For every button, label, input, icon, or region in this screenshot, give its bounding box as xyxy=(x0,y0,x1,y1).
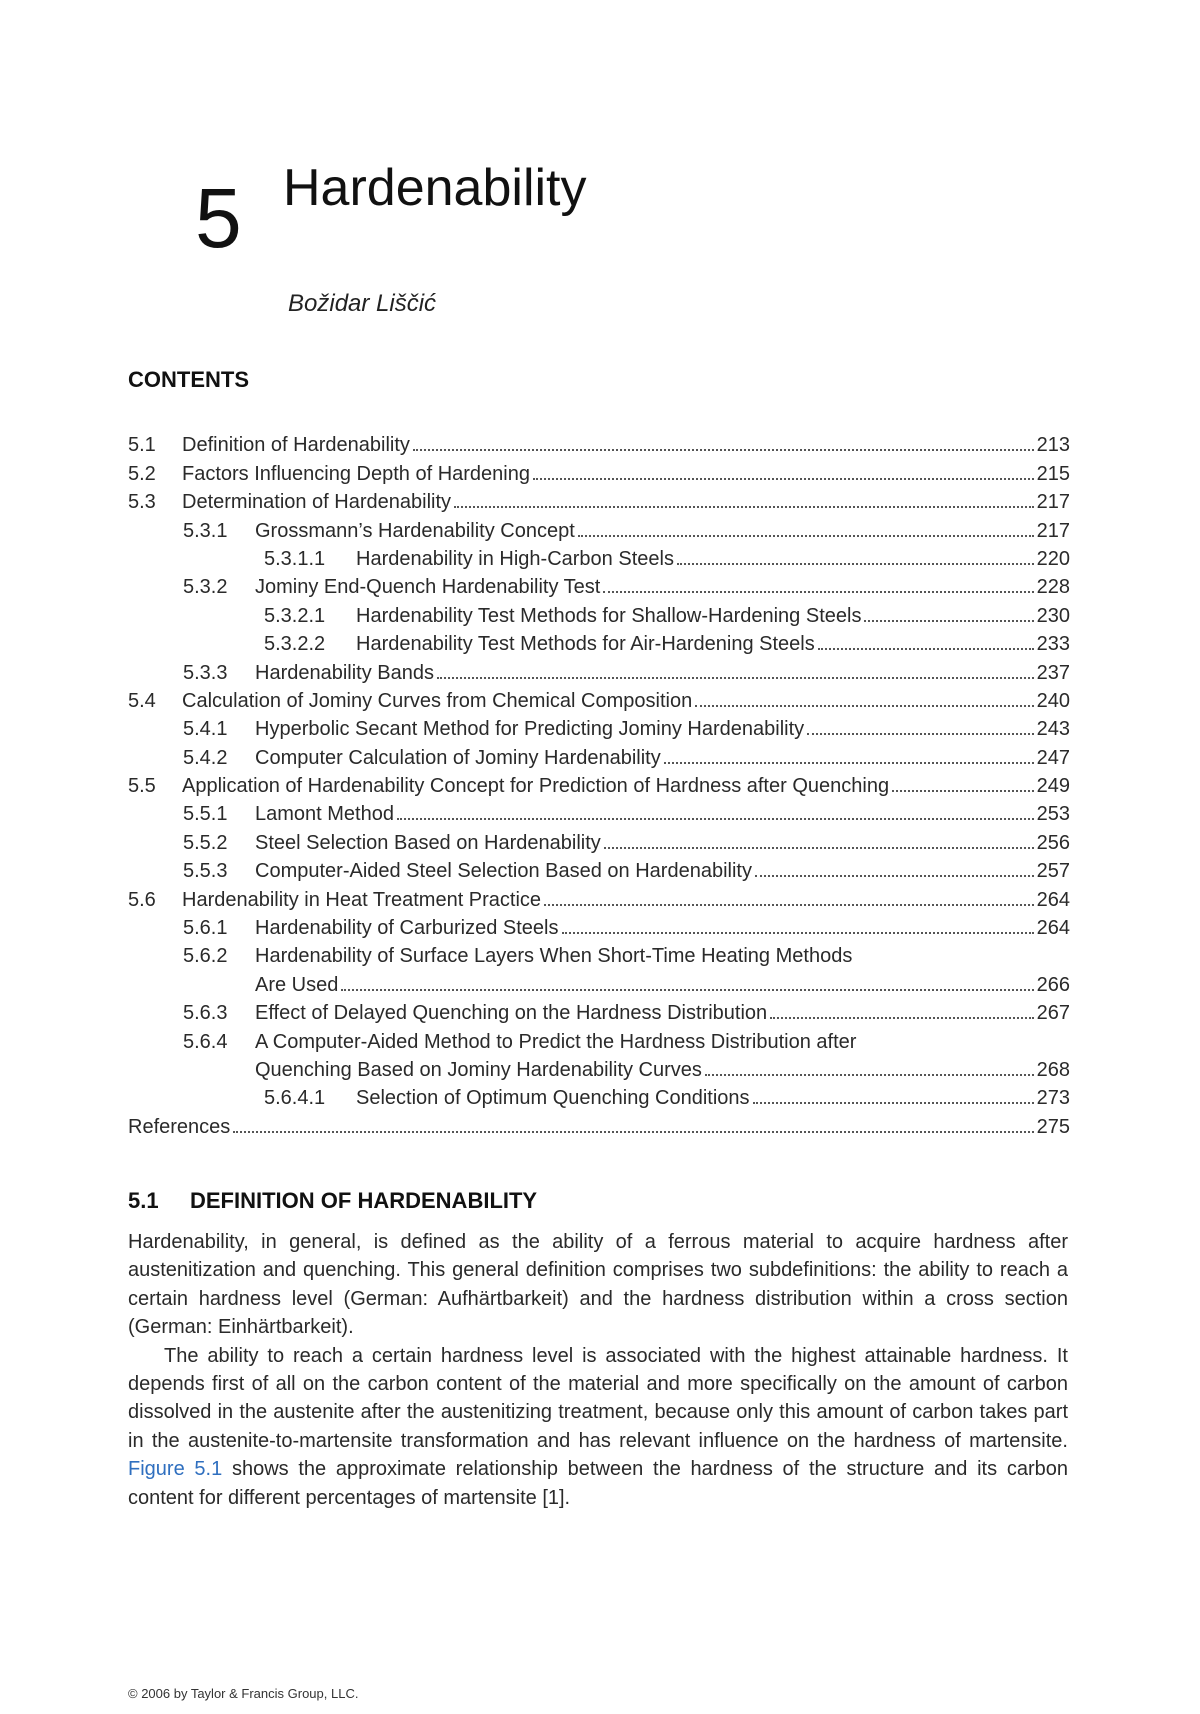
toc-leader-dots xyxy=(603,591,1033,593)
toc-leader-dots xyxy=(818,648,1034,650)
toc-entry-page: 237 xyxy=(1036,661,1070,684)
toc-entry-number: 5.6.1 xyxy=(183,917,228,940)
toc-entry-page: 273 xyxy=(1036,1087,1070,1110)
toc-leader-dots xyxy=(544,904,1034,906)
section-heading xyxy=(128,1188,537,1214)
toc-entry[interactable] xyxy=(128,599,1070,627)
toc-entry[interactable] xyxy=(128,457,1070,485)
toc-entry-page: 215 xyxy=(1036,462,1070,485)
chapter-author: Božidar Liščić xyxy=(288,290,437,317)
toc-leader-dots xyxy=(864,620,1033,622)
toc-entry-title: Grossmann’s Hardenability Concept xyxy=(255,519,575,542)
toc-entry-continuation[interactable] xyxy=(128,1054,1070,1082)
toc-leader-dots xyxy=(413,449,1034,451)
toc-entry-number: 5.5.3 xyxy=(183,860,228,883)
paragraph-text: shows the approximate relationship between the hardness of the structure and its carbon content for different percentages of martensite [1]. xyxy=(128,1458,1068,1509)
toc-entry-page: 267 xyxy=(1036,1002,1070,1025)
toc-entry-page: 220 xyxy=(1036,547,1070,570)
section-number: 5.1 xyxy=(128,1188,159,1213)
paragraph: Hardenability, in general, is defined as the ability of a ferrous material to acquire hardness after austenitization and quenching. This general definition comprises two subdefinitions: the ability to reach a certain hardness level (German: Aufhärtbarkeit) and the hardness distribution within a cross section (German: Einhärtbarkeit). xyxy=(128,1231,1068,1339)
toc-entry-continuation[interactable] xyxy=(128,968,1070,996)
toc-entry-number: 5.5.1 xyxy=(183,803,228,826)
chapter-title: Hardenability xyxy=(283,159,587,217)
toc-entry-title: Computer-Aided Steel Selection Based on Hardenability xyxy=(255,860,752,883)
toc-entry-title: Hardenability in Heat Treatment Practice xyxy=(182,888,542,911)
toc-entry[interactable] xyxy=(128,997,1070,1025)
toc-leader-dots xyxy=(705,1074,1034,1076)
toc-leader-dots xyxy=(233,1131,1033,1133)
toc-leader-dots xyxy=(397,818,1034,820)
toc-entry-number: 5.3.2.2 xyxy=(264,633,326,656)
toc-entry-number: 5.3.2.1 xyxy=(264,604,326,627)
section-title: DEFINITION OF HARDENABILITY xyxy=(190,1188,538,1213)
toc-entry[interactable] xyxy=(128,1110,1070,1138)
toc-entry[interactable] xyxy=(128,514,1070,542)
toc-entry[interactable] xyxy=(128,486,1070,514)
chapter-number: 5 xyxy=(195,171,242,265)
toc-entry-title: Determination of Hardenability xyxy=(182,491,452,514)
toc-entry-page: 264 xyxy=(1036,888,1070,911)
toc-entry-title: Computer Calculation of Jominy Hardenability xyxy=(255,746,661,769)
toc-entry[interactable] xyxy=(128,940,1070,968)
toc-entry-title: Hyperbolic Secant Method for Predicting Jominy Hardenability xyxy=(255,718,805,741)
paragraph-text: The ability to reach a certain hardness level is associated with the highest attainable hardness. It depends first of all on the carbon content of the material and more specifically on the amount of carbon dissolved in the austenite after the austenitizing treatment, because only this amount of carbon takes part in the austenite-to-martensite transformation and has relevant influence on the hardness of martensite. xyxy=(128,1344,1068,1452)
toc-entry-page: 257 xyxy=(1036,860,1070,883)
toc-leader-dots xyxy=(562,932,1034,934)
toc-leader-dots xyxy=(454,506,1034,508)
toc-entry-page: 249 xyxy=(1036,775,1070,798)
toc-entry[interactable] xyxy=(128,883,1070,911)
toc-entry[interactable] xyxy=(128,571,1070,599)
toc-entry-number: 5.6.4.1 xyxy=(264,1087,326,1110)
paragraph xyxy=(128,1342,1068,1512)
contents-heading: CONTENTS xyxy=(128,367,249,392)
toc-entry-title: Calculation of Jominy Curves from Chemical Composition xyxy=(182,689,693,712)
toc-entry-page: 253 xyxy=(1036,803,1070,826)
toc-entry[interactable] xyxy=(128,1082,1070,1110)
toc-leader-dots xyxy=(755,875,1034,877)
toc-entry-number: 5.3.1 xyxy=(183,519,228,542)
toc-entry[interactable] xyxy=(128,656,1070,684)
toc-entry-page: 228 xyxy=(1036,576,1070,599)
toc-leader-dots xyxy=(753,1102,1034,1104)
toc-entry-title: Selection of Optimum Quenching Conditions xyxy=(356,1087,750,1110)
toc-entry-number: 5.4 xyxy=(128,689,156,712)
toc-entry[interactable] xyxy=(128,543,1070,571)
toc-entry-number: 5.3.2 xyxy=(183,576,228,599)
toc-entry-title: Hardenability of Surface Layers When Short-Time Heating Methods xyxy=(255,945,853,968)
toc-entry-title: Hardenability Test Methods for Shallow-Hardening Steels xyxy=(356,604,862,627)
toc-entry-title: A Computer-Aided Method to Predict the Hardness Distribution after xyxy=(255,1030,857,1053)
toc-entry-page: 268 xyxy=(1036,1058,1070,1081)
toc-entry-title: Hardenability Test Methods for Air-Hardening Steels xyxy=(356,633,815,656)
toc-entry-number: 5.6.2 xyxy=(183,945,228,968)
toc-leader-dots xyxy=(578,535,1034,537)
toc-entry-page: 243 xyxy=(1036,718,1070,741)
toc-entry-title: Definition of Hardenability xyxy=(182,434,410,457)
toc-entry-page: 217 xyxy=(1036,491,1070,514)
toc-leader-dots xyxy=(533,478,1034,480)
toc-leader-dots xyxy=(677,563,1034,565)
toc-entry-page: 240 xyxy=(1036,689,1070,712)
toc-entry[interactable] xyxy=(128,741,1070,769)
toc-entry[interactable] xyxy=(128,429,1070,457)
toc-entry-number: 5.5 xyxy=(128,775,156,798)
toc-entry-number: 5.4.1 xyxy=(183,718,228,741)
toc-entry-number: 5.3 xyxy=(128,491,156,514)
toc-entry-page: 217 xyxy=(1036,519,1070,542)
toc-entry-number: 5.3.1.1 xyxy=(264,547,326,570)
table-of-contents xyxy=(128,429,1070,1139)
toc-entry-page: 275 xyxy=(1036,1115,1070,1138)
toc-entry-title-continued: Are Used xyxy=(255,973,339,996)
toc-leader-dots xyxy=(341,989,1033,991)
toc-entry[interactable] xyxy=(128,770,1070,798)
toc-entry-page: 233 xyxy=(1036,633,1070,656)
toc-entry-title: Steel Selection Based on Hardenability xyxy=(255,831,601,854)
toc-entry-title: Lamont Method xyxy=(255,803,394,826)
toc-entry-title: Hardenability of Carburized Steels xyxy=(255,917,559,940)
toc-entry[interactable] xyxy=(128,826,1070,854)
toc-entry-title: Hardenability in High-Carbon Steels xyxy=(356,547,674,570)
toc-entry-title-continued: Quenching Based on Jominy Hardenability Curves xyxy=(255,1058,702,1081)
toc-entry-number: 5.4.2 xyxy=(183,746,228,769)
toc-entry[interactable] xyxy=(128,685,1070,713)
toc-entry-title: References xyxy=(128,1115,231,1138)
toc-leader-dots xyxy=(437,677,1034,679)
toc-entry-page: 213 xyxy=(1036,434,1070,457)
toc-leader-dots xyxy=(892,790,1034,792)
toc-leader-dots xyxy=(664,762,1034,764)
toc-entry-number: 5.5.2 xyxy=(183,831,228,854)
toc-entry[interactable] xyxy=(128,713,1070,741)
body-text xyxy=(128,1228,1068,1512)
toc-entry[interactable] xyxy=(128,798,1070,826)
toc-entry-page: 247 xyxy=(1036,746,1070,769)
copyright-footer: © 2006 by Taylor & Francis Group, LLC. xyxy=(128,1686,359,1701)
toc-entry-number: 5.6.4 xyxy=(183,1030,228,1053)
toc-leader-dots xyxy=(807,733,1033,735)
toc-entry-page: 256 xyxy=(1036,831,1070,854)
toc-entry-number: 5.6 xyxy=(128,888,156,911)
toc-entry[interactable] xyxy=(128,855,1070,883)
toc-leader-dots xyxy=(604,847,1034,849)
toc-entry-number: 5.2 xyxy=(128,462,156,485)
figure-link[interactable]: Figure 5.1 xyxy=(128,1458,223,1481)
toc-entry-page: 230 xyxy=(1036,604,1070,627)
toc-entry-number: 5.1 xyxy=(128,434,156,457)
toc-entry-title: Application of Hardenability Concept for Prediction of Hardness after Quenching xyxy=(182,775,890,798)
toc-entry[interactable] xyxy=(128,1025,1070,1053)
toc-entry-title: Jominy End-Quench Hardenability Test xyxy=(255,576,601,599)
toc-entry-page: 264 xyxy=(1036,917,1070,940)
toc-leader-dots xyxy=(695,705,1033,707)
toc-entry-title: Hardenability Bands xyxy=(255,661,434,684)
toc-entry-title: Effect of Delayed Quenching on the Hardness Distribution xyxy=(255,1002,768,1025)
toc-entry[interactable] xyxy=(128,912,1070,940)
toc-entry-number: 5.3.3 xyxy=(183,661,228,684)
toc-entry-page: 266 xyxy=(1036,973,1070,996)
toc-entry[interactable] xyxy=(128,628,1070,656)
toc-leader-dots xyxy=(770,1017,1033,1019)
toc-entry-number: 5.6.3 xyxy=(183,1002,228,1025)
toc-entry-title: Factors Influencing Depth of Hardening xyxy=(182,462,530,485)
